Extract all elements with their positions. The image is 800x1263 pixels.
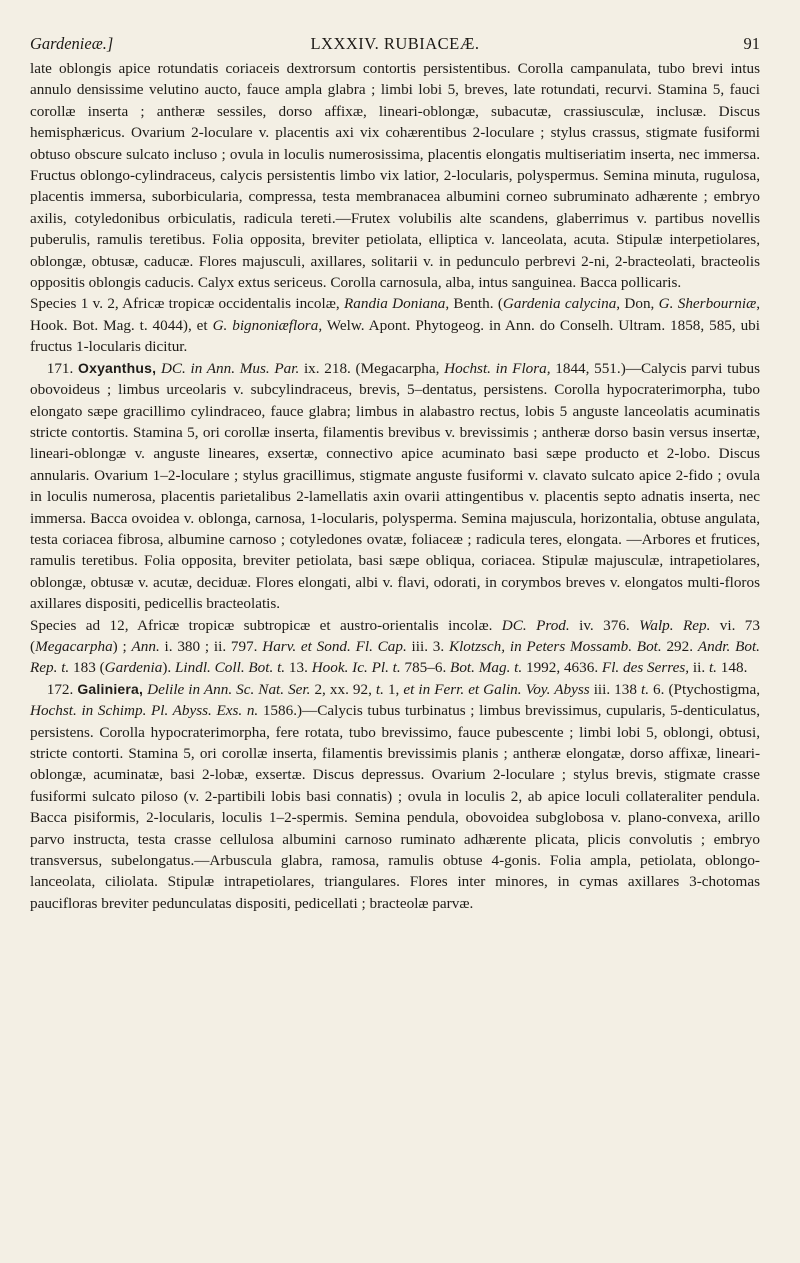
- italic-text: G. bignoniæflora: [212, 316, 319, 334]
- genus-number: 172.: [46, 680, 74, 698]
- italic-text: Hook. Ic. Pl. t.: [311, 659, 401, 677]
- text-run: , Benth. (: [445, 295, 503, 313]
- genus-name: Galiniera,: [77, 680, 144, 697]
- text-run: iv. 376.: [569, 616, 640, 634]
- genus-description: [30, 360, 760, 612]
- italic-text: t.: [375, 680, 384, 698]
- italic-text: Harv. et Sond. Fl. Cap.: [262, 637, 407, 655]
- italic-text: et in Ferr. et Galin. Voy. Abyss: [403, 680, 590, 698]
- italic-text: DC. in Ann. Mus. Par.: [156, 359, 300, 377]
- italic-text: Bot. Mag. t.: [450, 659, 523, 677]
- text-run: iii. 138: [589, 680, 641, 698]
- genus-entry-galiniera: [30, 679, 760, 914]
- text-run: , Welw. Apont. Phytogeog. in Ann. do Conselh. Ultram. 1858, 585, ubi fructus 1-locularis dicitur.: [30, 316, 760, 356]
- genus-description-continuation: late oblongis apice rotundatis coriaceis dextrorsum contortis persistentibus. Corolla campanulata, tubo brevi intus annulo densissime velutino aucto, fauce ampla glabra ; limbi lobi 5, breves, late rotundati, recurvi. Stamina 5, fauci corollæ inserta ; antheræ sessiles, dorso affixæ, lineari-oblongæ, subacutæ, crassiusculæ, inclusæ. Discus hemisphæricus. Ovarium 2-loculare v. placentis axi vix cohærentibus 2-loculare ; stylus crassus, stigmate fusiformi obtuso obscure sulcato incluso ; ovula in loculis numerosissima, placentis elongatis multiseriatim inserta, nec immersa. Fructus oblongo-cylindraceus, calycis persistentis limbo vix latior, 2-locularis, polyspermus. Semina minuta, rugulosa, placentis immersa, suborbicularia, compressa, testa membranacea albumini corneo subruminato adhærente ; embryo axilis, cotyledonibus orbiculatis, radicula tereti.—Frutex volubilis alte scandens, glaberrimus v. partibus novellis puberulis, ramulis teretibus. Folia opposita, breviter petiolata, elliptica v. lanceolata, acuta. Stipulæ interpetiolares, oblongæ, obtusæ, caducæ. Flores majusculi, axillares, solitarii v. in pedunculo perbrevi 2-ni, 2-bracteolati, bracteolis oppositis oblongis caducis. Calyx extus sericeus. Corolla carnosula, alba, intus sanguinea. Bacca pollicaris.: [30, 60, 760, 292]
- italic-text: Delile in Ann. Sc. Nat. Ser.: [143, 680, 311, 698]
- text-run: ix. 218. (Megacarpha,: [299, 359, 445, 377]
- italic-text: t.: [641, 680, 650, 698]
- text-run: 2, xx. 92,: [310, 680, 376, 698]
- text-run: 1992, 4636.: [522, 659, 602, 677]
- text-run: 785–6.: [400, 659, 451, 677]
- italic-text: Randia Doniana: [343, 295, 446, 313]
- chapter-title: LXXXIV. RUBIACEÆ.: [310, 34, 480, 53]
- genus-name: Oxyanthus,: [78, 359, 157, 376]
- text-run: 148.: [716, 659, 748, 677]
- genus-entry-oxyanthus: [30, 358, 760, 615]
- italic-text: Hochst. in Flora,: [444, 359, 551, 377]
- text-run: 1,: [383, 680, 404, 698]
- text-run: i. 380 ; ii. 797.: [159, 637, 263, 655]
- text-run: 1844, 551.)—Calycis parvi tubus obovoideus ; limbus urceolaris v. subcylindraceus, brevis, 5–dentatus, persistens. Corolla hypocraterimorpha, tubo elongato sæpe gracillimo cylindraceo, fauce glabra; limbus in alabastro rectus, lobis 5 anguste lanceolatis acuminatis stricte contortis. Stamina 5, ori corollæ inserta, filamentis brevibus v. brevissimis ; antheræ dorso basin versus insertæ, lineari-oblongæ v. anguste lineares, exsertæ, connectivo apice acuminato basi sæpe producto et 2-lobo. Discus annularis. Ovarium 1–2-loculare ; stylus gracillimus, stigmate anguste fusiformi v. clavato sulcato apice 2-fido ; ovula in loculis numerosa, placentis parietalibus 2-lamellatis axin ovarii attingentibus v. placentis septo adnatis inserta, nec immersa. Bacca ovoidea v. oblonga, carnosa, 1-locularis, polysperma. Semina majuscula, horizontalia, obtuse angulata, testa coriacea fibrosa, albumine carnoso ; cotyledones ovatæ, foliaceæ ; radicula teres, elongata. —Arbores et frutices, ramulis teretibus. Folia opposita, breviter petiolata, basi sæpe obliqua, coriacea. Stipulæ majusculæ, intrapetiolares, oblongæ, obtusæ v. acutæ, deciduæ. Flores elongati, albi v. flavi, odorati, in corymbos breves v. elongatos multi-floros axillares dispositi, pedicellis bracteolatis.: [30, 359, 761, 613]
- running-header: [30, 28, 760, 58]
- italic-text: Megacarpha: [35, 637, 113, 655]
- italic-text: Gardenia: [104, 659, 163, 677]
- text-run: 292.: [661, 637, 698, 655]
- italic-text: t.: [708, 659, 717, 677]
- italic-text: Andr. Bot. Rep. t.: [30, 637, 760, 677]
- text-run: , Hook. Bot. Mag. t. 4044), et: [30, 295, 761, 334]
- species-references: [30, 615, 760, 679]
- text-run: ).: [162, 659, 175, 677]
- species-references: [30, 293, 760, 357]
- genus-description: [30, 681, 760, 912]
- text-run: 6. (Ptychostigma,: [649, 680, 761, 698]
- page-number: 91: [743, 34, 760, 53]
- genus-number: 171.: [46, 359, 74, 377]
- section-title: Gardenieæ.]: [30, 34, 114, 53]
- text-run: Species 1 v. 2, Africæ tropicæ occidentalis incolæ,: [30, 295, 344, 313]
- text-run: 13.: [285, 659, 312, 677]
- text-run: , Don,: [616, 295, 659, 313]
- text-run: ii.: [689, 659, 709, 677]
- italic-text: Fl. des Serres,: [601, 659, 690, 677]
- text-run: iii. 3.: [406, 637, 449, 655]
- text-run: 183 (: [69, 659, 105, 677]
- text-run: 1586.)—Calycis tubus turbinatus ; limbus brevissimus, cupularis, 5-denticulatus, persistens. Corolla hypocraterimorpha, fere rotata, tubo brevissimo, fauce pubescente ; limbi lobi 5, oblongi, obtusi, stricte contorti. Stamina 5, ori corollæ inserta, filamentis brevissimis planis ; antheræ elongatæ, dorso affixæ, lineari-oblongæ, acuminatæ, basi 2-lobæ, exsertæ. Discus depressus. Ovarium 2-loculare ; stylus brevis, stigmate crasse fusiformi sulcato piloso (v. 2-partibili lobis basi connatis) ; ovula in loculis 2, ab apice loculi collateraliter pendula. Bacca pisiformis, 2-locularis, loculis 1–2-spermis. Semina pendula, obovoidea subglobosa v. plano-convexa, arillo parvo instructa, testa crasse cellulosa albumini carnoso ruminato adhærente plicata, plicis convolutis ; embryo transversus, subelongatus.—Arbuscula glabra, ramosa, ramulis obtuse 4-gonis. Folia ampla, petiolata, oblongo-lanceolata, ciliolata. Stipulæ intrapetiolares, triangulares. Flores inter minores, in cymas axillares 3-chotomas paucifloras breviter pedunculatas dispositi, pedicellati ; bracteolæ parvæ.: [30, 702, 761, 912]
- text-run: vi. 73 (: [30, 616, 760, 655]
- italic-text: G. Sherbourniæ: [658, 295, 757, 313]
- text-run: ) ;: [112, 637, 132, 655]
- italic-text: Klotzsch, in Peters Mossamb. Bot.: [448, 637, 662, 655]
- italic-text: DC. Prod.: [501, 616, 570, 634]
- main-text: [30, 58, 760, 914]
- text-run: Species ad 12, Africæ tropicæ subtropicæ et austro-orientalis incolæ.: [30, 616, 502, 634]
- italic-text: Hochst. in Schimp. Pl. Abyss. Exs. n.: [30, 702, 259, 720]
- italic-text: Gardenia calycina: [502, 295, 617, 313]
- italic-text: Lindl. Coll. Bot. t.: [174, 659, 286, 677]
- italic-text: Ann.: [131, 637, 160, 655]
- italic-text: Walp. Rep.: [639, 616, 711, 634]
